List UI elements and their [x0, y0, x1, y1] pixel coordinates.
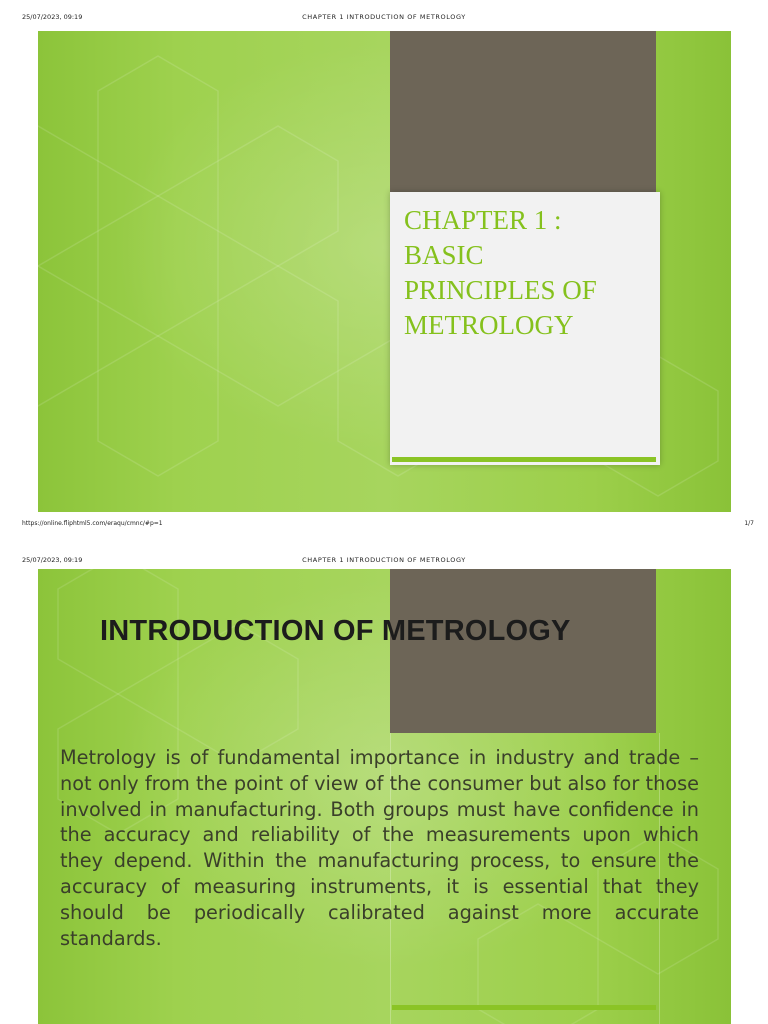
page-number: 1/7 [744, 520, 754, 527]
accent-bar [392, 457, 656, 462]
chapter-title-line: CHAPTER 1 : [404, 205, 562, 235]
print-title: CHAPTER 1 INTRODUCTION OF METROLOGY [302, 556, 466, 564]
print-date: 25/07/2023, 09:19 [22, 556, 83, 564]
chapter-title-line: METROLOGY [404, 310, 574, 340]
slide-introduction [38, 569, 731, 1024]
slide-title [38, 31, 731, 512]
print-header [0, 10, 768, 24]
dark-header-box [390, 569, 656, 733]
chapter-title-line: PRINCIPLES OF [404, 275, 597, 305]
chapter-title [404, 203, 644, 343]
print-date: 25/07/2023, 09:19 [22, 13, 83, 21]
slide-body-text: Metrology is of fundamental importance in industry and trade – not only from the point of view of the consumer but also for those involved in manufacturing. Both groups must have confidence in the accuracy and reliability of the measurements upon which they depend. Within the manufacturing process, to ensure the accuracy of measuring instruments, it is essential that they should be periodically calibrated against more accurate standards. [60, 746, 699, 950]
print-footer [0, 518, 768, 530]
slide-heading: INTRODUCTION OF METROLOGY [100, 615, 571, 647]
dark-header-box [390, 31, 656, 192]
print-title: CHAPTER 1 INTRODUCTION OF METROLOGY [302, 13, 466, 21]
accent-bar [392, 1005, 656, 1010]
chapter-title-line: BASIC [404, 240, 484, 270]
print-url[interactable]: https://online.fliphtml5.com/eraqu/cmnc/#p=1 [22, 520, 163, 527]
print-header-2 [0, 553, 768, 567]
